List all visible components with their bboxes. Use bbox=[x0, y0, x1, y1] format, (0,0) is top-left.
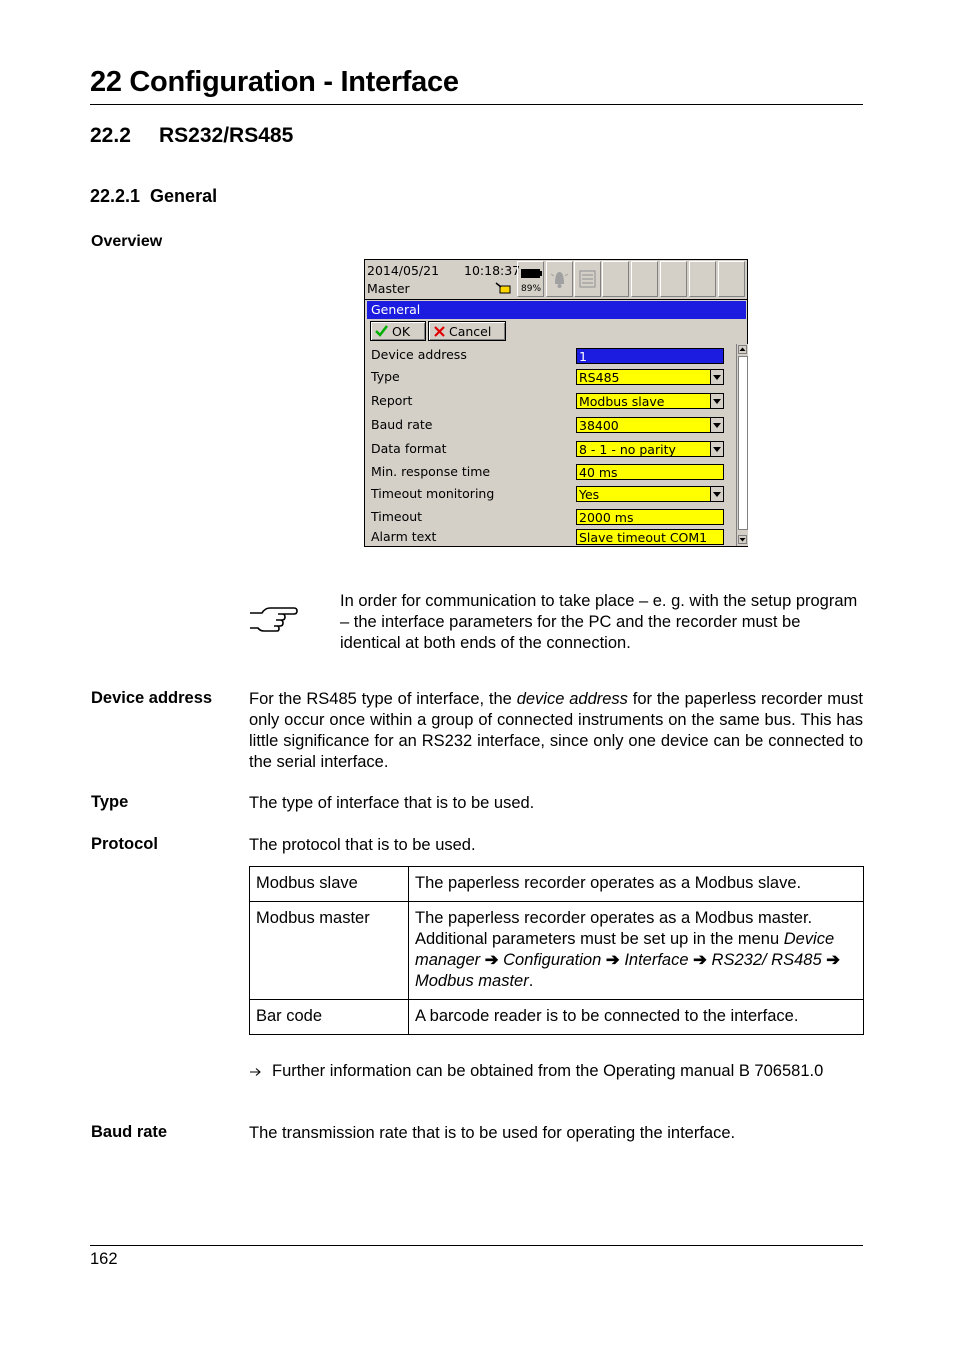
type-select[interactable]: RS485 bbox=[576, 369, 724, 385]
window-titlebar bbox=[367, 301, 746, 319]
footer-rule bbox=[90, 1245, 863, 1246]
cancel-label: Cancel bbox=[449, 324, 492, 339]
login-key-icon bbox=[495, 282, 511, 294]
row-label: Type bbox=[371, 369, 400, 384]
section-heading bbox=[90, 124, 293, 148]
window-title: General bbox=[371, 302, 421, 317]
toolbar-slot-1[interactable] bbox=[602, 261, 629, 297]
row-label: Device address bbox=[371, 347, 467, 362]
alarm-bell-button[interactable] bbox=[546, 261, 573, 297]
arrow-right-icon: ➔ bbox=[484, 951, 499, 969]
table-cell: Modbus master bbox=[250, 902, 409, 1000]
protocol-text: The protocol that is to be used. bbox=[249, 836, 476, 854]
status-date: 2014/05/21 bbox=[367, 263, 440, 278]
baud-rate-text: The transmission rate that is to be used for operating the interface. bbox=[249, 1124, 736, 1142]
arrow-right-icon: ➔ bbox=[693, 951, 707, 969]
row-label: Min. response time bbox=[371, 464, 491, 479]
row-label: Baud rate bbox=[371, 417, 433, 432]
row-label: Timeout monitoring bbox=[371, 486, 495, 501]
table-row bbox=[250, 902, 864, 1000]
overview-label: Overview bbox=[91, 233, 163, 250]
toolbar-slot-2[interactable] bbox=[631, 261, 658, 297]
arrow-right-icon: ➔ bbox=[605, 951, 620, 969]
scroll-thumb[interactable] bbox=[738, 356, 748, 530]
battery-percent: 89% bbox=[521, 284, 542, 294]
data-format-select[interactable]: 8 - 1 - no parity bbox=[576, 441, 724, 457]
ok-button[interactable] bbox=[370, 321, 426, 341]
section-number: 22.2 bbox=[90, 124, 131, 147]
status-time: 10:18:37 bbox=[464, 263, 521, 278]
timeout-monitoring-select[interactable]: Yes bbox=[576, 486, 724, 502]
scrollbar[interactable] bbox=[736, 344, 748, 546]
cancel-x-icon bbox=[434, 326, 445, 337]
subsection-heading: 22.2.1 General bbox=[90, 186, 218, 206]
alarm-text-field[interactable]: Slave timeout COM1 bbox=[576, 529, 724, 545]
table-row bbox=[250, 1000, 864, 1035]
baud-rate-label: Baud rate bbox=[91, 1123, 168, 1141]
chevron-down-icon bbox=[710, 370, 723, 384]
further-info-text: Further information can be obtained from the Operating manual B 706581.0 bbox=[272, 1062, 824, 1080]
pointing-hand-icon bbox=[248, 603, 298, 640]
arrow-right-icon: ➔ bbox=[826, 951, 841, 969]
protocol-table bbox=[249, 866, 864, 1035]
device-screen bbox=[364, 259, 748, 547]
chevron-down-icon bbox=[710, 394, 723, 408]
table-cell: Bar code bbox=[250, 1000, 409, 1035]
table-cell: The paperless recorder operates as a Modbus master. Additional parameters must be set up in the menu Device manager ➔ Configuration ➔ Interface ➔ RS232/ RS485 ➔ Modbus master. bbox=[409, 902, 864, 1000]
checkmark-icon bbox=[375, 325, 388, 337]
protocol-label: Protocol bbox=[91, 835, 158, 853]
reference-arrow-icon bbox=[249, 1065, 263, 1083]
settings-panel bbox=[367, 344, 735, 546]
bell-icon bbox=[547, 262, 572, 296]
cancel-button[interactable] bbox=[428, 321, 506, 341]
toolbar-slot-3[interactable] bbox=[660, 261, 687, 297]
table-cell: Modbus slave bbox=[250, 867, 409, 902]
chevron-down-icon bbox=[710, 487, 723, 501]
event-list-button[interactable] bbox=[574, 261, 601, 297]
note-text: In order for communication to take place – e. g. with the setup program – the interface parameters for the PC and the recorder must be identical at both ends of the connection. bbox=[340, 592, 858, 652]
chevron-down-icon bbox=[710, 442, 723, 456]
report-select[interactable]: Modbus slave bbox=[576, 393, 724, 409]
device-address-label: Device address bbox=[91, 689, 213, 707]
table-row bbox=[250, 867, 864, 902]
row-label: Report bbox=[371, 393, 413, 408]
toolbar-slot-5[interactable] bbox=[718, 261, 745, 297]
type-label: Type bbox=[91, 793, 129, 811]
baud-rate-select[interactable]: 38400 bbox=[576, 417, 724, 433]
timeout-field[interactable]: 2000 ms bbox=[576, 509, 724, 525]
chapter-title: 22 Configuration - Interface bbox=[90, 66, 459, 98]
status-bar bbox=[365, 260, 747, 300]
device-address-text: For the RS485 type of interface, the device address for the paperless recorder must only occur once within a group of connected instruments on the same bus. This has little significance for an RS232 interface, since only one device can be connected to the serial interface. bbox=[249, 690, 864, 771]
status-user: Master bbox=[367, 281, 410, 296]
toolbar-slot-4[interactable] bbox=[689, 261, 716, 297]
row-label: Alarm text bbox=[371, 529, 437, 544]
row-label: Timeout bbox=[371, 509, 423, 524]
table-cell: The paperless recorder operates as a Modbus slave. bbox=[409, 867, 864, 902]
device-address-field[interactable]: 1 bbox=[576, 348, 724, 364]
scroll-up-icon[interactable] bbox=[738, 345, 747, 354]
chevron-down-icon bbox=[710, 418, 723, 432]
battery-box bbox=[517, 261, 544, 297]
ok-label: OK bbox=[392, 324, 411, 339]
table-cell: A barcode reader is to be connected to the interface. bbox=[409, 1000, 864, 1035]
min-response-time-field[interactable]: 40 ms bbox=[576, 464, 724, 480]
page-number: 162 bbox=[90, 1250, 118, 1268]
scroll-down-icon[interactable] bbox=[738, 535, 747, 544]
row-label: Data format bbox=[371, 441, 447, 456]
list-icon bbox=[575, 262, 600, 296]
section-title: RS232/RS485 bbox=[159, 124, 294, 147]
battery-icon bbox=[519, 266, 544, 282]
header-rule bbox=[90, 104, 863, 105]
type-text: The type of interface that is to be used. bbox=[249, 794, 535, 812]
